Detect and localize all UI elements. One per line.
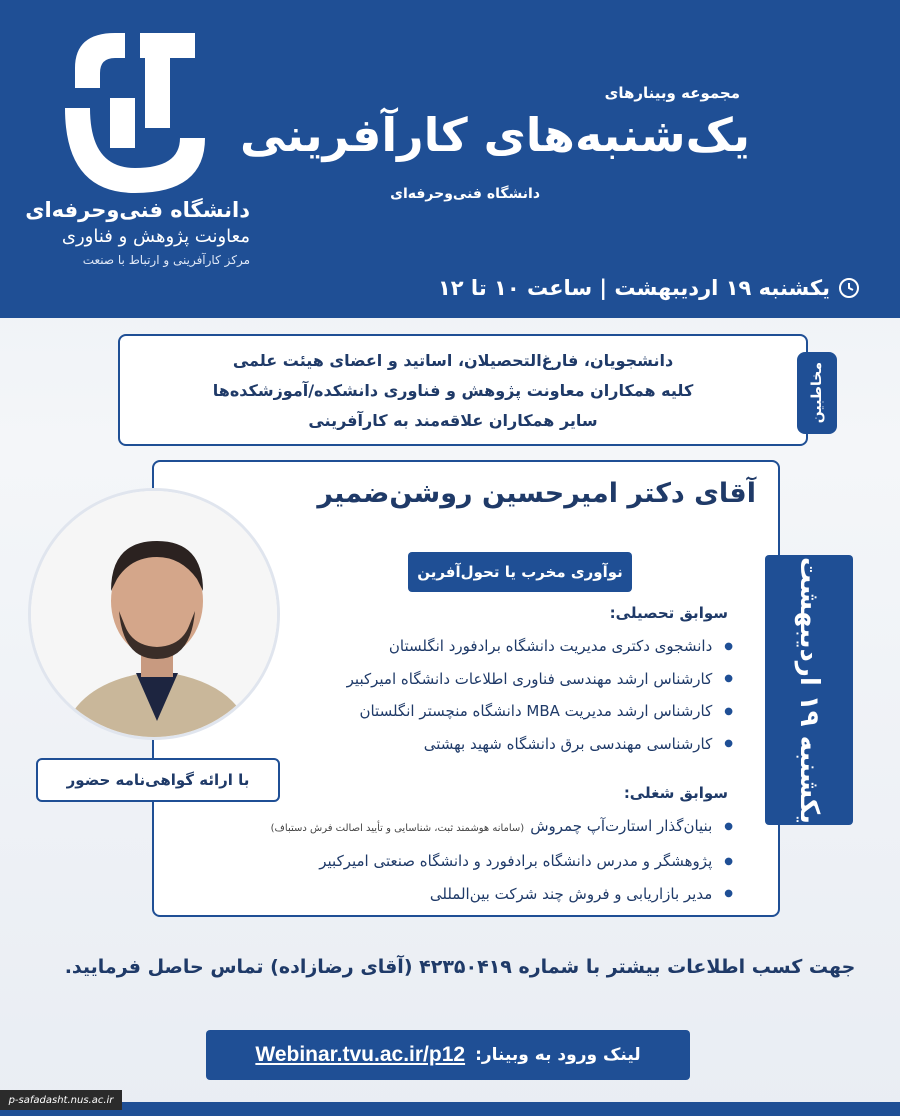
header-banner	[0, 0, 900, 318]
datetime-text: یکشنبه ۱۹ اردیبهشت | ساعت ۱۰ تا ۱۲	[437, 276, 830, 300]
job-list	[271, 810, 733, 910]
education-list	[347, 630, 733, 760]
list-item: ● دانشجوی دکتری مدیریت دانشگاه برادفورد انگلستان	[347, 630, 733, 663]
job-title: بنیان‌گذار استارت‌آپ چمروش	[530, 817, 713, 835]
clock-icon	[838, 277, 860, 299]
audience-line: سایر همکاران علاقه‌مند به کارآفرینی	[308, 411, 598, 430]
university-logo-icon	[55, 28, 210, 198]
list-item: ● کارشناس ارشد مهندسی فناوری اطلاعات دانشگاه امیرکبیر	[347, 663, 733, 696]
event-datetime	[438, 276, 860, 300]
speaker-portrait-icon	[31, 491, 280, 740]
audience-line: کلیه همکاران معاونت پژوهش و فناوری دانشکده/آموزشکده‌ها	[212, 381, 694, 400]
audience-tag	[797, 352, 837, 434]
date-vertical-banner	[765, 555, 853, 825]
center-name: مرکز کارآفرینی و ارتباط با صنعت	[82, 253, 250, 267]
date-vertical-text: یکشنبه ۱۹ اردیبهشت	[794, 556, 824, 824]
footer-bar	[0, 1102, 900, 1116]
webinar-link-box[interactable]	[206, 1030, 690, 1080]
education-heading: سوابق تحصیلی:	[609, 604, 728, 622]
speaker-photo	[28, 488, 280, 740]
university-block	[20, 198, 250, 267]
list-item	[271, 810, 733, 845]
audience-lines	[140, 346, 766, 436]
job-note: (سامانه هوشمند ثبت، شناسایی و تأیید اصالت فرش دستباف)	[270, 823, 525, 834]
webinar-link[interactable]: Webinar.tvu.ac.ir/p12	[255, 1043, 466, 1066]
list-item: ● پژوهشگر و مدرس دانشگاه برادفورد و دانشگاه صنعتی امیرکبیر	[271, 845, 733, 878]
job-heading: سوابق شغلی:	[623, 784, 728, 802]
series-label: مجموعه وبینارهای	[604, 84, 740, 102]
topic-badge: نوآوری مخرب یا تحول‌آفرین	[408, 552, 632, 592]
webinar-link-label: لینک ورود به وبینار:	[475, 1045, 641, 1065]
audience-tag-label: مخاطبین	[809, 362, 825, 424]
sub-university: دانشگاه فنی‌وحرفه‌ای	[390, 186, 540, 202]
certificate-badge: با ارائه گواهی‌نامه حضور	[36, 758, 280, 802]
audience-line: دانشجویان، فارغ‌التحصیلان، اساتید و اعضای هیئت علمی	[232, 351, 674, 370]
contact-line: جهت کسب اطلاعات بیشتر با شماره ۴۲۳۵۰۴۱۹ (آقای رضازاده) تماس حاصل فرمایید.	[64, 956, 856, 978]
list-item: ● مدیر بازاریابی و فروش چند شرکت بین‌المللی	[271, 878, 733, 911]
speaker-name: آقای دکتر امیرحسین روشن‌ضمیر	[317, 478, 756, 509]
main-title: یک‌شنبه‌های کارآفرینی	[240, 108, 750, 162]
list-item: ● کارشناسی مهندسی برق دانشگاه شهید بهشتی	[347, 728, 733, 761]
university-name: دانشگاه فنی‌وحرفه‌ای	[25, 198, 250, 222]
audience-box	[118, 334, 808, 446]
deputy-name: معاونت پژوهش و فناوری	[61, 226, 250, 247]
watermark: p-safadasht.nus.ac.ir	[0, 1090, 122, 1110]
list-item: ● کارشناس ارشد مدیریت MBA دانشگاه منچستر انگلستان	[347, 695, 733, 728]
